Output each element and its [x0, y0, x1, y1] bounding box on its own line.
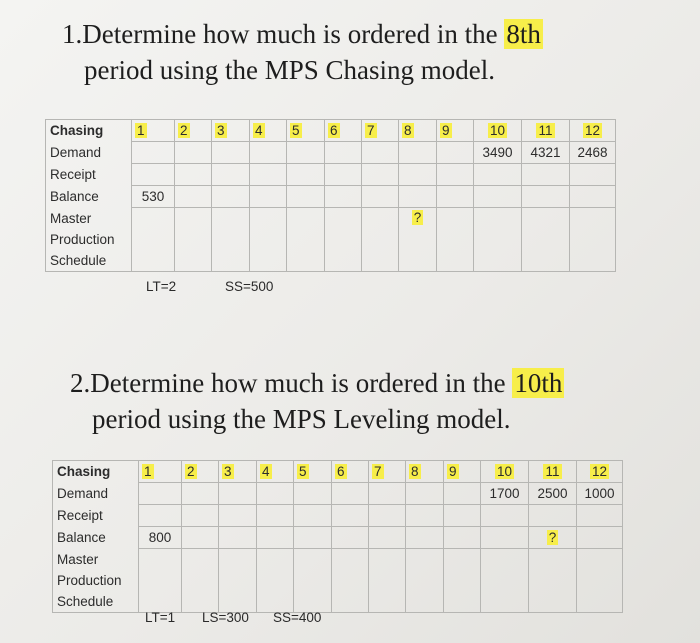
- table-row: [53, 549, 623, 570]
- table-header-label: Chasing: [53, 461, 139, 483]
- row-label-balance: Balance: [53, 527, 139, 549]
- table-row: [53, 505, 623, 527]
- mps-period-8: ?: [399, 208, 437, 272]
- mps-table-leveling: [52, 460, 623, 613]
- row-label-receipt: Receipt: [53, 505, 139, 527]
- row-label-schedule: Schedule: [53, 591, 139, 613]
- row-label-balance: Balance: [46, 186, 132, 208]
- period-3: 3: [212, 120, 250, 142]
- question-1-line-1: [62, 16, 543, 52]
- lead-time-note-2: LT=1: [145, 610, 176, 625]
- demand-11: 2500: [529, 483, 577, 505]
- period-1: 1: [139, 461, 182, 483]
- row-label-demand: Demand: [53, 483, 139, 505]
- balance-period-11: ?: [529, 527, 577, 549]
- table-row: [46, 142, 616, 164]
- safety-stock-note-1: SS=500: [225, 279, 274, 294]
- question-2: [70, 365, 564, 437]
- demand-12: 2468: [570, 142, 616, 164]
- question-2-line-2: period using the MPS Leveling model.: [92, 404, 511, 434]
- question-2-line-1: [70, 365, 564, 401]
- period-1: 1: [132, 120, 175, 142]
- period-10: 10: [474, 120, 522, 142]
- lead-time-note-1: LT=2: [146, 279, 177, 294]
- demand-11: 4321: [522, 142, 570, 164]
- question-1-text: 1.Determine how much is ordered in the: [62, 19, 505, 49]
- period-7: 7: [362, 120, 399, 142]
- period-11: 11: [522, 120, 570, 142]
- period-10: 10: [481, 461, 529, 483]
- row-label-master: Master: [46, 208, 132, 229]
- period-12: 12: [570, 120, 616, 142]
- row-label-demand: Demand: [46, 142, 132, 164]
- row-label-production: Production: [53, 570, 139, 591]
- period-2: 2: [182, 461, 219, 483]
- period-9: 9: [444, 461, 481, 483]
- period-4: 4: [250, 120, 287, 142]
- safety-stock-note-2: SS=400: [273, 610, 322, 625]
- table-row: [53, 461, 623, 483]
- demand-12: 1000: [577, 483, 623, 505]
- question-2-highlight: 10th: [514, 368, 563, 398]
- table-row: [46, 208, 616, 229]
- table-header-label: Chasing: [46, 120, 132, 142]
- period-11: 11: [529, 461, 577, 483]
- initial-balance: 800: [139, 527, 182, 549]
- table-row: [46, 186, 616, 208]
- question-1-highlight: 8th: [506, 19, 541, 49]
- period-6: 6: [332, 461, 369, 483]
- period-7: 7: [369, 461, 406, 483]
- mps-table-chasing: [45, 119, 616, 272]
- period-8: 8: [399, 120, 437, 142]
- row-label-receipt: Receipt: [46, 164, 132, 186]
- period-4: 4: [257, 461, 294, 483]
- table-row: [46, 164, 616, 186]
- table-row: [53, 527, 623, 549]
- period-5: 5: [294, 461, 332, 483]
- lot-size-note-2: LS=300: [202, 610, 249, 625]
- row-label-schedule: Schedule: [46, 250, 132, 272]
- period-3: 3: [219, 461, 257, 483]
- question-1: [62, 16, 543, 88]
- demand-10: 1700: [481, 483, 529, 505]
- period-12: 12: [577, 461, 623, 483]
- period-8: 8: [406, 461, 444, 483]
- question-1-line-2: period using the MPS Chasing model.: [84, 55, 495, 85]
- period-6: 6: [325, 120, 362, 142]
- row-label-master: Master: [53, 549, 139, 570]
- period-5: 5: [287, 120, 325, 142]
- row-label-production: Production: [46, 229, 132, 250]
- demand-10: 3490: [474, 142, 522, 164]
- initial-balance: 530: [132, 186, 175, 208]
- table-row: [46, 120, 616, 142]
- period-9: 9: [437, 120, 474, 142]
- question-2-text: 2.Determine how much is ordered in the: [70, 368, 513, 398]
- period-2: 2: [175, 120, 212, 142]
- table-row: [53, 483, 623, 505]
